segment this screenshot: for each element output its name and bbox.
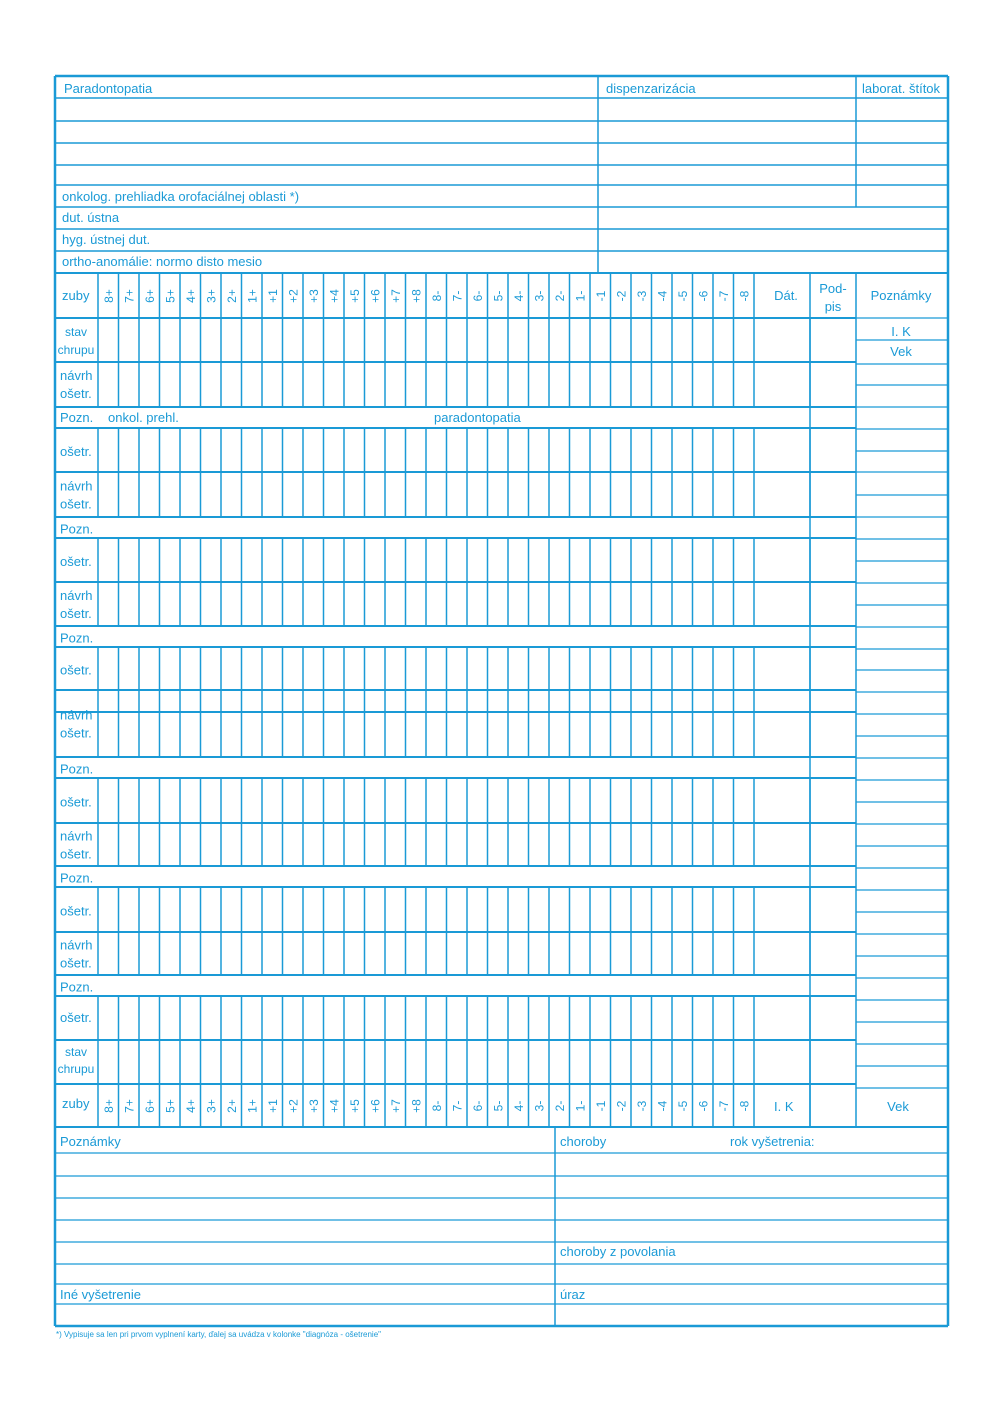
tooth-label: +4	[327, 1099, 342, 1113]
tooth-label: 8+	[102, 1099, 116, 1113]
tooth-label: 4+	[184, 289, 198, 303]
tooth-label: 1+	[245, 1099, 260, 1113]
tooth-label: 5+	[163, 289, 178, 303]
tooth-label: -3	[635, 1100, 649, 1112]
label-stav: stav	[64, 1045, 88, 1059]
tooth-label: -8	[737, 1100, 752, 1112]
tooth-label: -8	[737, 290, 752, 302]
tooth-label: -1	[594, 1100, 608, 1112]
tooth-label: +4	[327, 289, 342, 303]
label-navrh: návrh	[60, 588, 93, 603]
label-stav: chrupu	[57, 343, 95, 357]
tooth-label: -5	[676, 1100, 690, 1112]
label-zuby: zuby	[62, 288, 90, 303]
label-navrh: návrh	[60, 828, 93, 844]
label-dut: dut. ústna	[62, 210, 120, 225]
label-navrh: ošetr.	[60, 606, 92, 621]
label-uraz: úraz	[560, 1287, 586, 1302]
label-pozn: Pozn.	[60, 410, 94, 425]
label-ik: I. K	[774, 1099, 794, 1114]
label-zuby: zuby	[62, 1096, 90, 1111]
label-rok: rok vyšetrenia:	[730, 1134, 815, 1149]
label-bottom-poznamky: Poznámky	[60, 1134, 121, 1149]
tooth-label: 5-	[491, 1100, 506, 1112]
tooth-label: 7-	[450, 290, 465, 302]
label-pozn: Pozn.	[60, 870, 94, 886]
tooth-label: 7+	[122, 289, 137, 303]
tooth-label: 5+	[163, 1099, 178, 1113]
tooth-label: +1	[266, 1099, 280, 1113]
label-podpis: pis	[824, 299, 842, 314]
tooth-label: 3-	[532, 290, 547, 302]
tooth-label: 7-	[450, 1100, 465, 1112]
title-paradontopatia: Paradontopatia	[64, 81, 153, 96]
label-ik: I. K	[891, 324, 911, 339]
label-choroby: choroby	[560, 1134, 607, 1149]
label-hyg: hyg. ústnej dut.	[62, 232, 151, 247]
label-navrh: ošetr.	[60, 955, 92, 971]
label-navrh: návrh	[60, 478, 93, 494]
label-navrh: ošetr.	[60, 386, 92, 401]
tooth-label: +1	[266, 289, 280, 303]
label-osetr: ošetr.	[60, 794, 92, 810]
tooth-label: 8-	[430, 290, 444, 302]
label-pozn: Pozn.	[60, 761, 94, 777]
label-choroby-povolania: choroby z povolania	[560, 1244, 676, 1259]
tooth-label: +5	[348, 1099, 362, 1113]
tooth-label: 3+	[204, 289, 219, 303]
tooth-label: 1-	[573, 1100, 588, 1112]
tooth-label: -2	[614, 1100, 629, 1112]
tooth-label: -3	[635, 290, 649, 302]
label-osetr: ošetr.	[60, 1010, 92, 1025]
label-onkol-prehl: onkol. prehl.	[108, 410, 179, 425]
tooth-label: +7	[389, 289, 403, 303]
tooth-label: 7+	[122, 1099, 137, 1113]
label-pozn: Pozn.	[60, 521, 94, 537]
label-navrh: návrh	[60, 707, 93, 723]
tooth-label: -5	[676, 290, 690, 302]
label-navrh: ošetr.	[60, 725, 92, 741]
tooth-label: 2+	[225, 289, 239, 303]
label-navrh: návrh	[60, 368, 93, 383]
tooth-label: 2-	[553, 290, 567, 302]
tooth-label: 1-	[573, 290, 588, 302]
tooth-label: +6	[368, 289, 383, 303]
tooth-label: 4-	[512, 1100, 526, 1112]
footnote: *) Vypisuje sa len pri prvom vyplnení karty, ďalej sa uvádza v kolonke "diagnóza - ošetrenie"	[56, 1330, 381, 1339]
tooth-label: 6+	[143, 1099, 157, 1113]
label-ine: Iné vyšetrenie	[60, 1287, 141, 1302]
tooth-label: +8	[409, 289, 424, 303]
tooth-label: 6-	[471, 1100, 485, 1112]
label-stav: stav	[64, 325, 88, 339]
tooth-label: 4+	[184, 1099, 198, 1113]
label-dat: Dát.	[774, 288, 798, 303]
tooth-label: -6	[696, 290, 711, 302]
tooth-label: 2+	[225, 1099, 239, 1113]
tooth-label: +3	[307, 289, 321, 303]
tooth-label: 8-	[430, 1100, 444, 1112]
label-navrh: ošetr.	[60, 846, 92, 862]
tooth-label: 3-	[532, 1100, 547, 1112]
tooth-label: -4	[655, 1100, 670, 1112]
tooth-label: +5	[348, 289, 362, 303]
title-labor: laborat. štítok	[862, 81, 941, 96]
tooth-label: 5-	[491, 290, 506, 302]
label-navrh: návrh	[60, 937, 93, 953]
tooth-label: +6	[368, 1099, 383, 1113]
label-osetr: ošetr.	[60, 662, 92, 678]
label-poznamky: Poznámky	[870, 288, 932, 303]
label-pozn: Pozn.	[60, 979, 94, 995]
tooth-label: +3	[307, 1099, 321, 1113]
tooth-label: 4-	[512, 290, 526, 302]
label-osetr: ošetr.	[60, 444, 92, 459]
tooth-label: 3+	[204, 1099, 219, 1113]
tooth-label: -7	[717, 290, 731, 302]
label-vek: Vek	[890, 344, 912, 359]
tooth-label: -7	[717, 1100, 731, 1112]
label-podpis: Pod-	[819, 281, 847, 296]
label-stav: chrupu	[57, 1062, 95, 1076]
tooth-label: +8	[409, 1099, 424, 1113]
tooth-label: -4	[655, 290, 670, 302]
tooth-label: -6	[696, 1100, 711, 1112]
label-osetr: ošetr.	[60, 554, 92, 569]
tooth-label: -2	[614, 290, 629, 302]
tooth-label: 6-	[471, 290, 485, 302]
label-onkolog: onkolog. prehliadka orofaciálnej oblasti *)	[62, 189, 300, 204]
label-pozn: Pozn.	[60, 630, 94, 646]
tooth-label: +7	[389, 1099, 403, 1113]
label-paradontopatia-row: paradontopatia	[434, 410, 521, 425]
tooth-label: 1+	[245, 289, 260, 303]
tooth-label: +2	[286, 1099, 301, 1113]
tooth-label: +2	[286, 289, 301, 303]
tooth-label: 6+	[143, 289, 157, 303]
label-vek: Vek	[887, 1099, 909, 1114]
title-dispenzarizacia: dispenzarizácia	[606, 81, 696, 96]
tooth-label: -1	[594, 290, 608, 302]
label-navrh: ošetr.	[60, 496, 92, 512]
label-osetr: ošetr.	[60, 903, 92, 919]
tooth-label: 2-	[553, 1100, 567, 1112]
label-ortho: ortho-anomálie: normo disto mesio	[62, 254, 263, 269]
tooth-label: 8+	[102, 289, 116, 303]
